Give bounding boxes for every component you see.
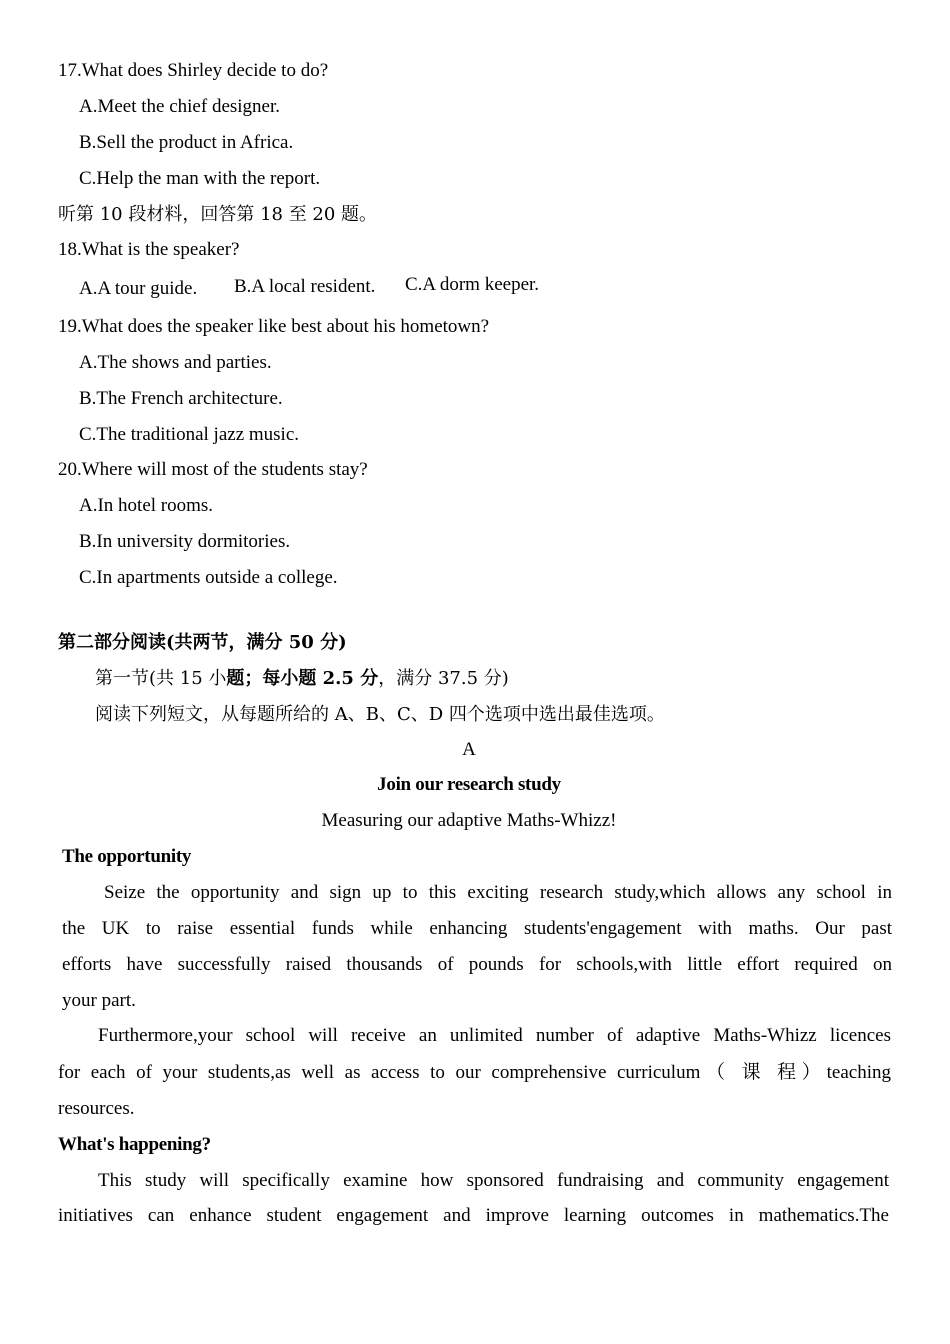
q18-option-a: A.A tour guide.	[79, 278, 198, 299]
q20-option-c: C.In apartments outside a college.	[79, 567, 338, 588]
heading-whats-happening: What's happening?	[58, 1134, 211, 1155]
paragraph-1-line-3: efforts have successfully raised thousands of pounds for schools,with little effort required on	[62, 954, 892, 975]
paragraph-3-line-1: This study will specifically examine how sponsored fundraising and community engagement	[98, 1170, 889, 1191]
section-title-part-c: ，满分 37.5 分)	[378, 668, 509, 689]
passage-subtitle: Measuring our adaptive Maths-Whizz!	[321, 810, 617, 831]
q18-option-b: B.A local resident.	[234, 276, 376, 297]
heading-opportunity: The opportunity	[62, 846, 192, 867]
question-20: 20.Where will most of the students stay?	[58, 459, 368, 480]
section-one-title	[95, 668, 509, 690]
paragraph-1-line-2: the UK to raise essential funds while enhancing students'engagement with maths. Our past	[62, 918, 892, 939]
reading-instruction: 阅读下列短文，从每题所给的 A、B、C、D 四个选项中选出最佳选项。	[95, 704, 665, 725]
q20-option-a: A.In hotel rooms.	[79, 495, 214, 516]
q20-option-b: B.In university dormitories.	[79, 531, 291, 552]
q17-option-a: A.Meet the chief designer.	[79, 96, 281, 117]
question-19: 19.What does the speaker like best about his hometown?	[58, 316, 490, 337]
q19-option-c: C.The traditional jazz music.	[79, 424, 300, 445]
q17-option-c: C.Help the man with the report.	[79, 168, 321, 189]
listening-instruction: 听第 10 段材料，回答第 18 至 20 题。	[58, 204, 378, 225]
section-title-part-a: 第一节(共 15 小	[95, 668, 227, 689]
paragraph-1-line-4: your part.	[62, 990, 136, 1011]
paragraph-3-line-2: initiatives can enhance student engagement and improve learning outcomes in mathematics.The	[58, 1205, 889, 1226]
passage-title: Join our research study	[377, 774, 561, 795]
paragraph-1-line-1: Seize the opportunity and sign up to this exciting research study,which allows any school in	[104, 882, 892, 903]
paragraph-2-line-3: resources.	[58, 1098, 135, 1119]
question-17: 17.What does Shirley decide to do?	[58, 60, 329, 81]
q19-option-b: B.The French architecture.	[79, 388, 283, 409]
question-18: 18.What is the speaker?	[58, 239, 240, 260]
paragraph-2-line-1: Furthermore,your school will receive an unlimited number of adaptive Maths-Whizz licences	[98, 1025, 891, 1046]
part-two-title: 第二部分阅读(共两节，满分 50 分)	[58, 632, 347, 653]
passage-letter: A	[462, 739, 476, 760]
q19-option-a: A.The shows and parties.	[79, 352, 272, 373]
section-title-part-b: 题；每小题 2.5 分	[226, 668, 379, 689]
paragraph-2-line-2: for each of your students,as well as access to our comprehensive curriculum（ 课 程）teaching	[58, 1062, 891, 1083]
q18-option-c: C.A dorm keeper.	[405, 274, 540, 295]
q17-option-b: B.Sell the product in Africa.	[79, 132, 294, 153]
